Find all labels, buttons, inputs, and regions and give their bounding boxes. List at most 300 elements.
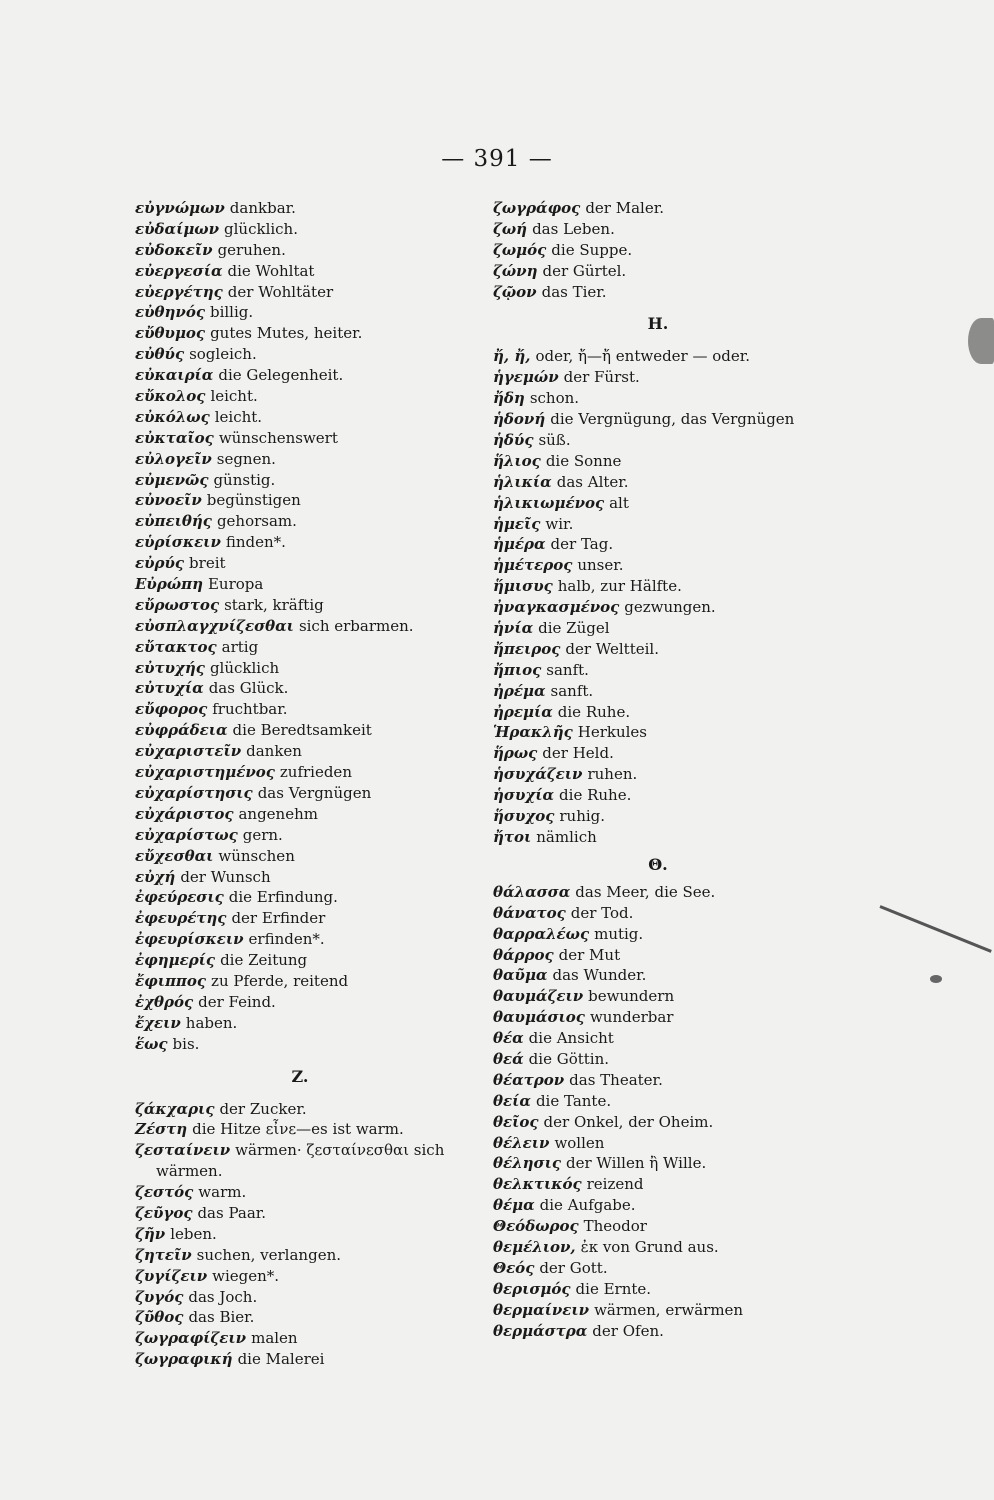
dictionary-entry — [135, 344, 495, 365]
greek-headword: θάρρος — [493, 945, 554, 964]
greek-headword: θερισμός — [493, 1279, 571, 1298]
greek-headword: Θεόδωρος — [493, 1217, 579, 1236]
greek-headword: εὐνοεῖν — [135, 491, 202, 510]
german-translation: glücklich. — [224, 219, 298, 238]
german-translation: die Göttin. — [528, 1049, 610, 1068]
greek-headword: εὐτυχία — [135, 679, 204, 698]
greek-headword: Ἡρακλῆς — [493, 723, 573, 742]
greek-headword: εὐγνώμων — [135, 199, 225, 217]
dictionary-entry — [135, 1013, 495, 1034]
greek-headword: εὐεργεσία — [135, 261, 223, 280]
german-translation: reizend — [586, 1175, 644, 1194]
greek-headword: εὐθύς — [135, 345, 185, 364]
greek-headword: εὐχαρίστως — [135, 825, 238, 844]
dictionary-entry — [493, 534, 853, 555]
dictionary-entry — [135, 1182, 495, 1203]
german-translation: die Ruhe. — [557, 702, 631, 721]
greek-headword: ἠρέμα — [493, 681, 546, 700]
dictionary-entry — [135, 490, 495, 511]
dictionary-entry — [135, 302, 495, 323]
greek-headword: θελκτικός — [493, 1175, 582, 1194]
german-translation: der Mut — [558, 945, 621, 964]
dictionary-entry — [135, 699, 495, 720]
german-translation: der Maler. — [585, 199, 664, 217]
german-translation: mutig. — [594, 924, 644, 943]
greek-headword: ἐχθρός — [135, 992, 194, 1011]
greek-headword: θάλασσα — [493, 882, 571, 901]
german-translation: Herkules — [577, 723, 647, 742]
dictionary-entry — [135, 887, 495, 908]
dictionary-entry — [135, 1349, 495, 1370]
dictionary-entry — [135, 1307, 495, 1328]
dictionary-entry — [135, 783, 495, 804]
greek-headword: εὐμενῶς — [135, 470, 209, 489]
dictionary-entry — [493, 1321, 853, 1342]
german-translation: artig — [221, 637, 259, 656]
greek-headword: ἐφευρίσκειν — [135, 930, 244, 949]
dictionary-entry — [493, 785, 853, 806]
greek-headword: ἥμισυς — [493, 577, 553, 596]
dictionary-entry — [493, 702, 853, 723]
dictionary-entry — [493, 681, 853, 702]
greek-headword: εὐκόλως — [135, 407, 210, 426]
dictionary-entry — [493, 1153, 853, 1174]
german-translation: das Wunder. — [552, 966, 647, 985]
dictionary-entry — [135, 1245, 495, 1266]
german-translation: das Paar. — [197, 1203, 267, 1222]
german-translation: wünschenswert — [218, 428, 338, 447]
german-translation: Theodor — [583, 1217, 647, 1236]
dictionary-entry — [135, 867, 495, 888]
greek-headword: εὔτακτος — [135, 637, 217, 656]
german-translation: die Hitze εἶνε—es ist warm. — [192, 1120, 404, 1139]
dictionary-entry — [135, 971, 495, 992]
greek-headword: ἡλικιωμένος — [493, 493, 605, 512]
german-translation: das Meer, die See. — [575, 882, 716, 901]
german-translation: das Alter. — [556, 472, 629, 491]
dictionary-entry — [493, 240, 853, 261]
dictionary-entry — [493, 1258, 853, 1279]
greek-headword: εὔρωστος — [135, 595, 220, 614]
dictionary-entry — [135, 386, 495, 407]
greek-headword: εὐχαρίστησις — [135, 783, 253, 802]
german-translation: die Gelegenheit. — [218, 366, 344, 385]
greek-headword: θερμαίνειν — [493, 1300, 590, 1319]
dictionary-entry — [493, 882, 853, 903]
german-translation: die Malerei — [237, 1350, 325, 1369]
greek-headword: θαρραλέως — [493, 924, 590, 943]
greek-headword: εὔκολος — [135, 387, 206, 406]
german-translation: warm. — [198, 1183, 247, 1202]
greek-headword: ἐφευρέτης — [135, 909, 227, 928]
greek-headword: εὐχαριστεῖν — [135, 742, 242, 761]
german-translation: fruchtbar. — [212, 700, 288, 719]
german-translation: glücklich — [209, 658, 280, 677]
dictionary-entry — [493, 1195, 853, 1216]
dictionary-entry — [493, 1279, 853, 1300]
dictionary-entry — [493, 451, 853, 472]
ink-blot — [930, 975, 942, 983]
section-letter-heading: Z. — [291, 1066, 309, 1086]
dictionary-entry — [493, 493, 853, 514]
greek-headword: Ζέστη — [135, 1120, 188, 1139]
dictionary-entry — [135, 1140, 495, 1161]
german-translation: gehorsam. — [216, 512, 297, 531]
greek-headword: ἡδονή — [493, 410, 546, 429]
german-translation: halb, zur Hälfte. — [557, 577, 682, 596]
german-translation: der Erfinder — [231, 909, 326, 928]
greek-headword: εὐτυχής — [135, 658, 205, 677]
dictionary-entry — [493, 986, 853, 1007]
greek-headword: ἕως — [135, 1034, 168, 1053]
german-translation: die Beredtsamkeit — [232, 721, 372, 740]
greek-headword: θάνατος — [493, 903, 566, 922]
greek-headword: ἡσυχία — [493, 786, 555, 805]
dictionary-entry — [493, 261, 853, 282]
greek-headword: ἡγεμών — [493, 368, 559, 387]
section-letter-heading: H. — [647, 314, 669, 334]
dictionary-entry — [493, 576, 853, 597]
greek-headword: εὐλογεῖν — [135, 449, 212, 468]
german-translation: sanft. — [550, 681, 594, 700]
greek-headword: θέμα — [493, 1196, 535, 1215]
left-column — [135, 198, 495, 1370]
greek-headword: ζεστός — [135, 1183, 194, 1202]
dictionary-entry — [135, 1034, 495, 1055]
greek-headword: ἐφεύρεσις — [135, 888, 224, 907]
dictionary-entry — [493, 1237, 853, 1258]
german-translation: günstig. — [213, 470, 276, 489]
greek-headword: ἠρεμία — [493, 702, 553, 721]
dictionary-entry — [135, 846, 495, 867]
dictionary-entry — [135, 616, 495, 637]
german-translation: gutes Mutes, heiter. — [210, 324, 363, 343]
german-translation: das Bier. — [188, 1308, 255, 1327]
german-translation: der Ofen. — [592, 1321, 664, 1340]
dictionary-entry — [493, 219, 853, 240]
greek-headword: ἐφημερίς — [135, 951, 216, 970]
german-translation: stark, kräftig — [224, 595, 324, 614]
german-translation: der Wunsch — [180, 867, 271, 886]
german-translation: die Zügel — [538, 619, 610, 638]
dictionary-entry — [493, 346, 853, 367]
dictionary-entry — [493, 722, 853, 743]
greek-headword: ἡλικία — [493, 472, 552, 491]
german-translation: angenehm — [238, 804, 318, 823]
german-translation: der Zucker. — [219, 1099, 307, 1118]
german-translation: das Theater. — [569, 1070, 663, 1089]
greek-headword: εὐθηνός — [135, 303, 205, 322]
german-translation: der Feind. — [198, 992, 276, 1011]
german-translation: suchen, verlangen. — [196, 1245, 341, 1264]
greek-headword: ζωή — [493, 219, 528, 238]
greek-headword: θέλειν — [493, 1133, 550, 1152]
german-translation: wiegen*. — [212, 1266, 280, 1285]
greek-headword: εὐσπλαγχνίζεσθαι — [135, 616, 294, 635]
dictionary-entry — [493, 764, 853, 785]
greek-headword: θέα — [493, 1029, 524, 1048]
dictionary-entry — [135, 992, 495, 1013]
greek-headword: ἥρως — [493, 744, 538, 763]
german-translation: die Ruhe. — [559, 786, 632, 805]
german-translation: die Sonne — [545, 451, 622, 470]
dictionary-entry — [493, 639, 853, 660]
dictionary-entry — [135, 449, 495, 470]
german-translation: der Tod. — [570, 903, 634, 922]
dictionary-entry — [135, 261, 495, 282]
dictionary-entry — [135, 804, 495, 825]
german-translation: nämlich — [536, 827, 597, 846]
german-translation: die Ansicht — [528, 1029, 614, 1048]
german-translation: malen — [251, 1329, 298, 1348]
greek-headword: Εὐρώπη — [135, 575, 203, 594]
dictionary-entry — [135, 658, 495, 679]
german-translation: unser. — [577, 556, 624, 575]
dictionary-entry — [135, 678, 495, 699]
dictionary-entry — [493, 282, 853, 303]
dictionary-entry — [135, 574, 495, 595]
greek-headword: θαυμάσιος — [493, 1008, 585, 1027]
dictionary-entry — [135, 511, 495, 532]
greek-headword: ἠναγκασμένος — [493, 598, 620, 617]
greek-headword: θαυμάζειν — [493, 987, 584, 1006]
greek-headword: ἥλιος — [493, 451, 541, 470]
greek-headword: εὐκταῖος — [135, 428, 214, 447]
greek-headword: θαῦμα — [493, 966, 548, 985]
dictionary-entry — [135, 1266, 495, 1287]
german-translation: der Willen ἢ Wille. — [566, 1154, 707, 1173]
greek-headword: θερμάστρα — [493, 1321, 588, 1340]
dictionary-entry — [493, 1300, 853, 1321]
greek-headword: ζωμός — [493, 240, 547, 259]
greek-headword: ζυγός — [135, 1287, 184, 1306]
german-translation: der Gürtel. — [542, 261, 627, 280]
greek-headword: ζεῦγος — [135, 1203, 193, 1222]
greek-headword: εὐχή — [135, 867, 176, 886]
german-translation: finden*. — [225, 533, 286, 552]
dictionary-entry — [493, 1133, 853, 1154]
dictionary-entry — [493, 198, 853, 219]
greek-headword: εὔθυμος — [135, 324, 206, 343]
dictionary-entry — [135, 240, 495, 261]
dictionary-entry — [493, 472, 853, 493]
dictionary-entry — [493, 430, 853, 451]
greek-headword: θεμέλιον, — [493, 1237, 576, 1256]
dictionary-entry — [493, 806, 853, 827]
greek-headword: εὐρύς — [135, 554, 185, 573]
greek-headword: θέατρον — [493, 1070, 565, 1089]
dictionary-entry — [493, 1028, 853, 1049]
dictionary-entry — [493, 409, 853, 430]
greek-headword: εὐχάριστος — [135, 804, 234, 823]
german-translation: wir. — [545, 514, 574, 533]
greek-headword: ἤπιος — [493, 660, 542, 679]
greek-headword: εὑρίσκειν — [135, 533, 221, 552]
german-translation: der Gott. — [539, 1258, 608, 1277]
german-translation: alt — [609, 493, 629, 512]
german-translation: wunderbar — [589, 1008, 674, 1027]
dictionary-entry — [135, 929, 495, 950]
right-column — [493, 198, 853, 1341]
greek-headword: ἡμεῖς — [493, 514, 541, 533]
greek-headword: ζῷον — [493, 282, 537, 301]
dictionary-entry — [135, 553, 495, 574]
greek-headword: ζάκχαρις — [135, 1099, 215, 1118]
german-translation: der Onkel, der Oheim. — [543, 1112, 714, 1131]
greek-headword: ζητεῖν — [135, 1245, 192, 1264]
dictionary-entry — [135, 595, 495, 616]
greek-headword: ἤ, ἤ, — [493, 347, 531, 366]
dictionary-entry — [135, 825, 495, 846]
german-translation: wärmen, erwärmen — [594, 1300, 744, 1319]
german-translation: die Suppe. — [551, 240, 633, 259]
german-translation: der Tag. — [550, 535, 614, 554]
greek-headword: ἡδύς — [493, 431, 534, 450]
dictionary-entry — [135, 1119, 495, 1140]
dictionary-entry — [493, 903, 853, 924]
german-translation: haben. — [185, 1013, 238, 1032]
dictionary-entry — [493, 388, 853, 409]
german-translation: der Wohltäter — [227, 282, 334, 301]
dictionary-entry — [135, 762, 495, 783]
german-translation: leben. — [170, 1224, 217, 1243]
german-translation: breit — [189, 554, 226, 573]
german-translation: die Aufgabe. — [539, 1196, 636, 1215]
dictionary-entry — [135, 1328, 495, 1349]
dictionary-entry — [493, 1174, 853, 1195]
greek-headword: εὐδαίμων — [135, 219, 220, 238]
greek-headword: θέλησις — [493, 1154, 561, 1173]
greek-headword: ἡσυχάζειν — [493, 765, 583, 784]
dictionary-entry — [135, 532, 495, 553]
german-translation: die Vergnügung, das Vergnügen — [550, 410, 795, 429]
greek-headword: ἡνία — [493, 619, 534, 638]
german-translation: gezwungen. — [624, 598, 716, 617]
german-translation: die Tante. — [535, 1091, 612, 1110]
dictionary-entry — [135, 720, 495, 741]
greek-headword: θεῖος — [493, 1112, 539, 1131]
section-letter-heading: Θ. — [648, 854, 668, 874]
dictionary-entry — [493, 660, 853, 681]
german-translation: die Erfindung. — [228, 888, 338, 907]
german-translation: das Joch. — [188, 1287, 258, 1306]
greek-headword: ἡμέρα — [493, 535, 546, 554]
dictionary-entry — [493, 1112, 853, 1133]
dictionary-entry — [493, 1007, 853, 1028]
german-translation: der Held. — [542, 744, 614, 763]
greek-headword: θεά — [493, 1049, 524, 1068]
greek-headword: ἥσυχος — [493, 807, 555, 826]
german-translation: das Leben. — [532, 219, 615, 238]
german-translation: die Zeitung — [220, 951, 308, 970]
dictionary-entry — [493, 597, 853, 618]
german-translation: ἐκ von Grund aus. — [580, 1237, 719, 1256]
dictionary-entry — [135, 282, 495, 303]
dictionary-entry — [135, 1224, 495, 1245]
greek-headword: ζυγίζειν — [135, 1266, 208, 1285]
greek-headword: εὔχεσθαι — [135, 846, 214, 865]
dictionary-entry — [493, 924, 853, 945]
greek-headword: ζωγραφική — [135, 1350, 233, 1369]
german-translation: sanft. — [546, 660, 589, 679]
dictionary-entry — [135, 407, 495, 428]
greek-headword: ζωγράφος — [493, 199, 581, 217]
german-translation: sogleich. — [189, 345, 257, 364]
dictionary-entry — [135, 365, 495, 386]
german-translation: leicht. — [210, 387, 258, 406]
dictionary-entry — [135, 741, 495, 762]
greek-headword: θεία — [493, 1091, 531, 1110]
german-translation: die Ernte. — [575, 1279, 652, 1298]
greek-headword: ἤπειρος — [493, 639, 561, 658]
german-translation: bewundern — [588, 987, 675, 1006]
german-translation: leicht. — [214, 407, 263, 426]
dictionary-entry — [135, 908, 495, 929]
german-translation: das Tier. — [541, 282, 607, 301]
greek-headword: ἔφιππος — [135, 971, 207, 990]
dictionary-entry — [135, 470, 495, 491]
greek-headword: ζεσταίνειν — [135, 1141, 231, 1160]
german-translation: erfinden*. — [248, 930, 325, 949]
greek-headword: ἤτοι — [493, 827, 532, 846]
dictionary-entry — [493, 965, 853, 986]
dictionary-entry — [135, 950, 495, 971]
dictionary-entry — [493, 367, 853, 388]
german-translation: die Wohltat — [227, 261, 315, 280]
german-translation: begünstigen — [206, 491, 301, 510]
german-translation: wärmen· ζεσταίνεσθαι sich — [235, 1141, 445, 1160]
greek-headword: Θεός — [493, 1258, 535, 1277]
ink-stain — [968, 318, 994, 364]
dictionary-entry — [135, 428, 495, 449]
pen-stroke-mark — [879, 905, 991, 953]
german-translation: das Glück. — [208, 679, 289, 698]
german-translation: gern. — [242, 825, 283, 844]
german-translation: ruhen. — [587, 765, 638, 784]
dictionary-entry — [135, 198, 495, 219]
dictionary-entry — [493, 514, 853, 535]
german-translation: zu Pferde, reitend — [211, 971, 349, 990]
german-translation: Europa — [207, 575, 264, 594]
greek-headword: εὐδοκεῖν — [135, 240, 213, 259]
german-translation: billig. — [209, 303, 254, 322]
dictionary-entry — [135, 1099, 495, 1120]
german-translation: zufrieden — [279, 763, 352, 782]
german-translation: geruhen. — [217, 240, 286, 259]
dictionary-entry — [493, 827, 853, 848]
dictionary-entry — [135, 1203, 495, 1224]
greek-headword: εὐπειθής — [135, 512, 212, 531]
dictionary-entry — [493, 1091, 853, 1112]
dictionary-entry — [493, 1216, 853, 1237]
german-translation: das Vergnügen — [257, 783, 372, 802]
dictionary-entry — [493, 1049, 853, 1070]
greek-headword: εὐφράδεια — [135, 721, 228, 740]
dictionary-entry — [135, 1287, 495, 1308]
greek-headword: ἤδη — [493, 389, 525, 408]
german-translation: oder, ἤ—ἤ entweder — oder. — [535, 347, 751, 366]
german-translation: wärmen. — [156, 1162, 223, 1181]
greek-headword: ζώνη — [493, 261, 538, 280]
dictionary-entry — [493, 945, 853, 966]
greek-headword: εὐχαριστημένος — [135, 763, 275, 782]
german-translation: schon. — [529, 389, 580, 408]
dictionary-entry — [135, 219, 495, 240]
greek-headword: ἔχειν — [135, 1013, 181, 1032]
dictionary-entry — [135, 1161, 495, 1182]
german-translation: dankbar. — [229, 199, 296, 217]
greek-headword: εὐκαιρία — [135, 366, 214, 385]
